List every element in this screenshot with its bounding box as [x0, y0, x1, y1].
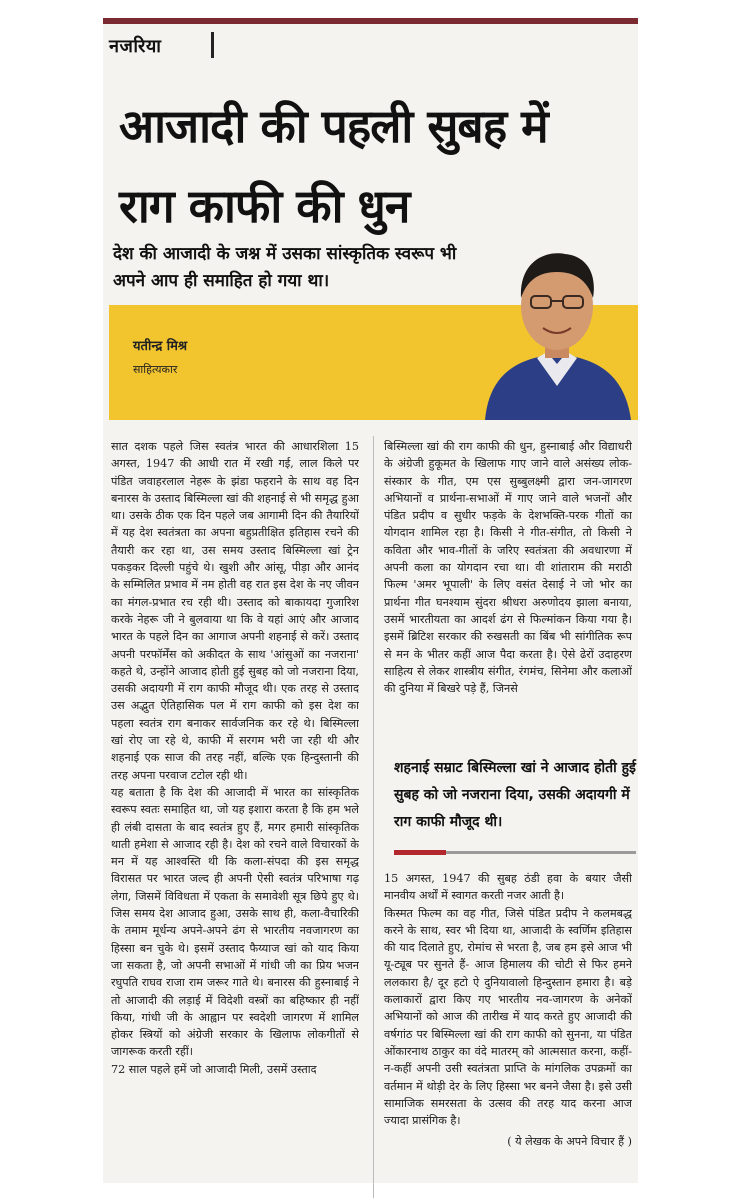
pull-quote: शहनाई सम्राट बिस्मिल्ला खां ने आजाद होती हुई सुबह को जो नजराना दिया, उसकी अदायगी में राग काफी मौजूद थी।: [394, 760, 636, 830]
headline-line-1: आजादी की पहली सुबह में: [119, 99, 548, 153]
body-paragraph-2: यह बताता है कि देश की आजादी में भारत का सांस्कृतिक स्वरूप स्वतः समाहित था, जो यह इशारा करता है कि हम भले ही लंबी दासता के बाद स्वतंत्र हुए हैं, मगर हमारी सांस्कृतिक थाती हमेशा से आजाद रही है। देश को रचने वाले विचारकों के मन में यह आश्वस्ति थी कि कला-संपदा की इस समृद्ध विरासत पर भारत जल्द ही अपनी ऐसी स्वतंत्र परिभाषा गढ़ लेगा, जिसमें विविधता में एकता के समावेशी सूत्र छिपे हुए थे। जिस समय देश आजाद हुआ, उसके साथ ही, कला-वैचारिकी के तमाम मूर्धन्य अपने-अपने ढंग से भारतीय नवजागरण का हिस्सा बन चुके थे। इसमें उस्ताद फैय्याज खां को याद किया जा सकता है, जो अपनी सभाओं में गांधी जी का प्रिय भजन रघुपति राघव राजा राम जरूर गाते थे। बनारस की हुस्नाबाई ने तो आजादी की लड़ाई में विदेशी वस्त्रों का बहिष्कार ही नहीं किया, गांधी जी के आह्वान पर स्वदेशी जागरण में शामिल होकर स्त्रियों को अंग्रेजी सरकार के खिलाफ लोकगीतों से जागरूक करती रहीं।: [111, 785, 359, 1059]
headline: [119, 86, 624, 246]
author-disclaimer: ( ये लेखक के अपने विचार हैं ): [507, 1135, 632, 1149]
pull-quote-rule: [446, 851, 636, 854]
section-tag: नजरिया: [109, 36, 162, 57]
article-column-left: [111, 438, 359, 1198]
newspaper-clipping: [103, 18, 638, 1183]
body-paragraph-4: बिस्मिल्ला खां की राग काफी की धुन, हुस्नाबाई और विद्याधरी के अंग्रेजी हुकूमत के खिलाफ गाए जाने वाले असंख्य लोक-संस्कार के गीत, एम एस सुब्बुलक्ष्मी द्वारा जन-जागरण अभियानों व प्रार्थना-सभाओं में गाए जाने वाले भजनों और पंडित प्रदीप व सुधीर फड़के के देशभक्ति-परक गीतों का योगदान शामिल रहा है। किसी ने गीत-संगीत, तो किसी ने कविता और भाव-गीतों के जरिए स्वतंत्रता की अवधारणा में अपनी कला का योगदान रचा था। वी शांताराम की मराठी फिल्म 'अमर भूपाली' के लिए वसंत देसाई ने जो भोर का प्रार्थना गीत घनश्याम सुंदरा श्रीधरा अरुणोदय झाला बनाया, उसमें भारतीयता का आदर्श ढंग से फिल्मांकन किया गया है। इसमें ब्रिटिश सरकार की रुखसती का बिंब भी सांगीतिक रूप से मन के भीतर कहीं आज पैदा करता है। ऐसे ढेरों उदाहरण साहित्य से लेकर शास्त्रीय संगीत, रंगमंच, सिनेमा और कलाओं की दुनिया में बिखरे पड़े हैं, जिनसे: [384, 440, 632, 696]
top-rule: [103, 18, 638, 24]
body-paragraph-3: 72 साल पहले हमें जो आजादी मिली, उसमें उस्ताद: [111, 1062, 317, 1076]
author-photo: [475, 236, 638, 420]
author-role: साहित्यकार: [133, 363, 178, 376]
body-paragraph-6: किस्मत फिल्म का वह गीत, जिसे पंडित प्रदीप ने कलमबद्ध करने के साथ, स्वर भी दिया था, आजादी के स्वर्णिम इतिहास की याद दिलाते हुए, रोमांच से भरता है, जब हम इसे आज भी यू-ट्यूब पर सुनते हैं- आज हिमालय की चोटी से फिर हमने ललकारा है/ दूर हटो ऐ दुनियावालो हिन्दुस्तान हमारा है। बड़े कलाकारों द्वारा किए गए भारतीय नव-जागरण के अनेकों अभियानों को आज की तारीख में याद करते हुए आजादी की वर्षगांठ पर बिस्मिल्ला खां की राग काफी को सुनना, या पंडित ओंकारनाथ ठाकुर का वंदे मातरम् को आत्मसात करना, कहीं-न-कहीं अपनी उसी स्वतंत्रता प्राप्ति के मांगलिक उपक्रमों का वर्तमान में थोड़ी देर के लिए हिस्सा भर बनने जैसा है। इसे उसी सामाजिक समरसता के उत्सव की तरह याद करना आज ज्यादा प्रासंगिक है।: [384, 906, 632, 1128]
body-paragraph-5: 15 अगस्त, 1947 की सुबह ठंडी हवा के बयार जैसी मानवीय अर्थों में स्वागत करती नजर आती है।: [384, 872, 632, 903]
subheadline: देश की आजादी के जश्न में उसका सांस्कृतिक स्वरूप भी अपने आप ही समाहित हो गया था।: [113, 244, 457, 291]
column-divider: [373, 436, 374, 1198]
article-column-right-top: [384, 438, 632, 748]
author-name: यतीन्द्र मिश्र: [133, 339, 188, 354]
section-tag-bar: [211, 32, 214, 58]
article-column-right-bottom: [384, 870, 632, 1190]
body-paragraph-1: सात दशक पहले जिस स्वतंत्र भारत की आधारशिला 15 अगस्त, 1947 की आधी रात में रखी गई, लाल किले पर पंडित जवाहरलाल नेहरू के झंडा फहराने के साथ वह दिन बनारस के उस्ताद बिस्मिल्ला खां की शहनाई से भी समृद्ध हुआ था। उसके ठीक एक दिन पहले जब आगामी दिन की तैयारियों में यह देश स्वतंत्रता का अपना बहुप्रतीक्षित इतिहास रचने की तैयारी कर रहा था, उस समय उस्ताद बिस्मिल्ला खां ट्रेन पकड़कर दिल्ली पहुंचे थे। खुशी और आंसू, पीड़ा और आनंद के सम्मिलित प्रभाव में नम होती वह रात इस देश के नए जीवन का मंगल-प्रभात रच रही थी। उस्ताद को बाकायदा गुजारिश करके नेहरू जी ने बुलवाया था कि वे यहां आएं और आजाद भारत के पहले दिन का आगाज अपनी शहनाई से करें। उस्ताद अपनी परफॉर्मेंस को अकीदत के साथ 'आंसुओं का नजराना' कहते थे, उन्होंने आजाद होती हुई सुबह को जो नजराना दिया, उसकी अदायगी में राग काफी मौजूद थी। एक तरह से उस्ताद उस अद्भुत ऐतिहासिक पल में राग काफी को इस देश का पहला स्वतंत्र राग बनाकर सार्वजनिक कर रहे थे। बिस्मिल्ला खां रोए जा रहे थे, काफी में सरगम भरी जा रही थी और शहनाई एक साज की तरह नहीं, बल्कि एक हिन्दुस्तानी की तरह अपना परवाज टटोल रही थी।: [111, 440, 359, 782]
pull-quote-rule-accent: [394, 850, 446, 855]
headline-line-2: राग काफी की धुन: [119, 179, 410, 233]
